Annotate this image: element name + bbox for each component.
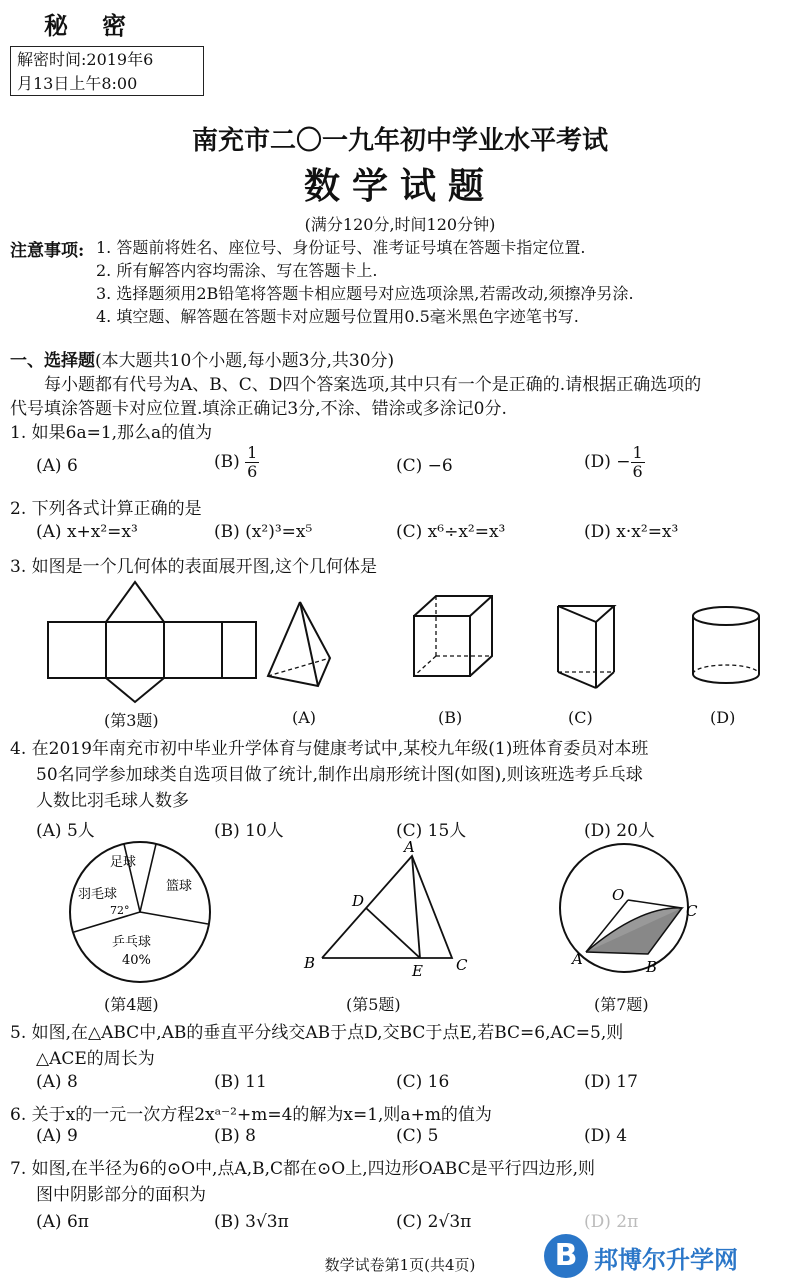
q5-option-b: (B) 11 xyxy=(214,1072,267,1092)
q3-label-c: (C) xyxy=(568,708,593,727)
q6-stem: 6. 关于x的一元一次方程2xᵃ⁻²+m=4的解为x=1,则a+m的值为 xyxy=(10,1105,492,1125)
pie-label-badminton: 羽毛球 xyxy=(78,887,118,902)
q5-option-c: (C) 16 xyxy=(396,1072,450,1092)
section-note: (本大题共10个小题,每小题3分,共30分) xyxy=(95,351,395,371)
secret-label: 秘密 xyxy=(44,11,160,40)
q1-b-fraction: $\frac{1}{6}$ xyxy=(247,443,258,481)
q2-option-b: (B) (x²)³=x⁵ xyxy=(214,522,313,542)
q5-label-e: E xyxy=(412,962,423,980)
q7-label-o: O xyxy=(612,886,625,904)
q2-option-a: (A) x+x²=x³ xyxy=(36,522,138,542)
q6-option-c: (C) 5 xyxy=(396,1126,439,1146)
subject-title: 数学试题 xyxy=(303,165,496,207)
q3-option-c-prism xyxy=(558,606,614,688)
q4-stem-2: 50名同学参加球类自选项目做了统计,制作出扇形统计图(如图),则该班选考乒乓球 xyxy=(36,765,643,785)
q7-option-a: (A) 6π xyxy=(36,1212,89,1232)
section-heading xyxy=(10,346,394,371)
q5-label-a: A xyxy=(404,838,415,856)
q4-option-c: (C) 15人 xyxy=(396,821,467,841)
q1-option-c: (C) −6 xyxy=(396,456,453,476)
q7-stem-2: 图中阴影部分的面积为 xyxy=(36,1185,206,1205)
q3-option-d-cylinder xyxy=(693,607,759,683)
exam-subtitle: (满分120分,时间120分钟) xyxy=(304,215,496,234)
q5-label-b: B xyxy=(304,954,316,972)
q3-label-b: (B) xyxy=(438,708,463,727)
section-desc-2: 代号填涂答题卡对应位置.填涂正确记3分,不涂、错涂或多涂记0分. xyxy=(10,399,507,419)
q5-option-a: (A) 8 xyxy=(36,1072,78,1092)
declassify-line-1: 解密时间:2019年6 xyxy=(17,50,154,69)
q3-figures xyxy=(0,578,800,708)
declassify-box xyxy=(10,46,204,96)
q1-option-a: (A) 6 xyxy=(36,456,78,476)
notice-label: 注意事项: xyxy=(10,241,85,261)
declassify-line-2: 月13日上午8:00 xyxy=(17,74,138,93)
pie-label-football: 足球 xyxy=(110,855,137,870)
q3-figure-caption: (第3题) xyxy=(104,711,159,730)
q1-d-fraction: $\frac{1}{6}$ xyxy=(632,443,643,481)
q1-option-d: (D) − $\frac{1}{6}$ xyxy=(584,443,643,481)
q1-option-b: (B) $\frac{1}{6}$ xyxy=(214,443,258,481)
q7-caption: (第7题) xyxy=(594,995,649,1014)
pie-label-angle: 72° xyxy=(110,904,130,917)
q5-option-d: (D) 17 xyxy=(584,1072,638,1092)
figures-row xyxy=(0,836,800,996)
q7-label-b: B xyxy=(646,958,658,976)
watermark-logo-icon: B xyxy=(544,1234,588,1278)
q2-option-c: (C) x⁶÷x²=x³ xyxy=(396,522,506,542)
page-footer: 数学试卷第1页(共4页) xyxy=(324,1256,476,1274)
q6-option-b: (B) 8 xyxy=(214,1126,256,1146)
q3-label-d: (D) xyxy=(710,708,736,727)
q5-caption: (第5题) xyxy=(346,995,401,1014)
q5-label-d: D xyxy=(352,892,365,910)
q1-stem: 1. 如果6a=1,那么a的值为 xyxy=(10,423,213,443)
exam-title: 南充市二〇一九年初中学业水平考试 xyxy=(191,126,608,156)
pie-label-pingpong: 乒乓球 xyxy=(112,935,152,950)
q7-stem-1: 7. 如图,在半径为6的⊙O中,点A,B,C都在⊙O上,四边形OABC是平行四边形,则 xyxy=(10,1159,596,1179)
q6-option-d: (D) 4 xyxy=(584,1126,628,1146)
q4-stem-1: 4. 在2019年南充市初中毕业升学体育与健康考试中,某校九年级(1)班体育委员对本班 xyxy=(10,739,649,759)
q7-option-c: (C) 2√3π xyxy=(396,1212,472,1232)
q2-stem: 2. 下列各式计算正确的是 xyxy=(10,499,202,519)
q4-pie-chart xyxy=(70,842,210,982)
q7-option-b: (B) 3√3π xyxy=(214,1212,289,1232)
q3-option-a-pyramid xyxy=(268,602,330,686)
q4-option-b: (B) 10人 xyxy=(214,821,284,841)
q5-triangle-figure xyxy=(303,838,468,980)
notice-item-4: 4. 填空题、解答题在答题卡对应题号位置用0.5毫米黑色字迹笔书写. xyxy=(96,307,579,326)
notice-item-1: 1. 答题前将姓名、座位号、身份证号、准考证号填在答题卡指定位置. xyxy=(96,238,586,257)
section-desc-1: 每小题都有代号为A、B、C、D四个答案选项,其中只有一个是正确的.请根据正确选项的 xyxy=(44,375,702,395)
section-title: 一、选择题 xyxy=(10,351,95,371)
notice-item-2: 2. 所有解答内容均需涂、写在答题卡上. xyxy=(96,261,378,280)
q7-option-d: (D) 2π xyxy=(584,1212,639,1232)
notice-item-3: 3. 选择题须用2B铅笔将答题卡相应题号对应选项涂黑,若需改动,须擦净另涂. xyxy=(96,284,634,303)
q3-net-figure xyxy=(48,582,256,702)
q7-label-a: A xyxy=(572,950,583,968)
q5-stem-1: 5. 如图,在△ABC中,AB的垂直平分线交AB于点D,交BC于点E,若BC=6,AC=5,则 xyxy=(10,1023,624,1043)
q7-circle-figure xyxy=(560,844,698,976)
pie-label-basketball: 篮球 xyxy=(166,879,193,894)
watermark-text: 邦博尔升学网 xyxy=(594,1246,738,1274)
q4-caption: (第4题) xyxy=(104,995,159,1014)
q4-option-d: (D) 20人 xyxy=(584,821,655,841)
q4-stem-3: 人数比羽毛球人数多 xyxy=(36,791,189,811)
q3-option-b-cube xyxy=(414,596,492,676)
q6-option-a: (A) 9 xyxy=(36,1126,78,1146)
q3-stem: 3. 如图是一个几何体的表面展开图,这个几何体是 xyxy=(10,557,378,577)
q2-option-d: (D) x·x²=x³ xyxy=(584,522,679,542)
q4-option-a: (A) 5人 xyxy=(36,821,95,841)
pie-label-percent: 40% xyxy=(122,953,151,968)
q5-stem-2: △ACE的周长为 xyxy=(36,1049,155,1069)
q7-label-c: C xyxy=(686,902,698,920)
q3-label-a: (A) xyxy=(292,708,317,727)
q5-label-c: C xyxy=(456,956,468,974)
